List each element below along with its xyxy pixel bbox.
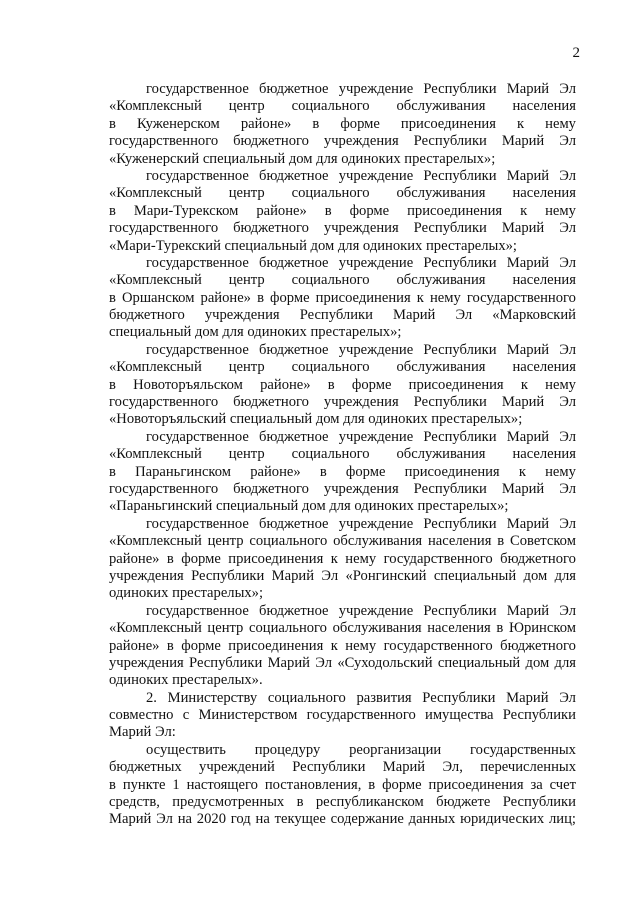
paragraph-item-2 [109,690,576,742]
text-line: в Новоторъяльском районе» в форме присоединения к нему [109,376,576,393]
text-line: совместно с Министерством государственного имущества Республики [109,707,576,724]
text-line: одиноких престарелых». [109,672,263,689]
text-line: «Мари-Турекский специальный дом для одиноких престарелых»; [109,237,517,254]
text-line: государственного бюджетного учреждения Республики Марий Эл [109,220,576,237]
text-line: бюджетного учреждения Республики Марий Эл «Марковский [109,307,576,324]
text-line: государственное бюджетное учреждение Республики Марий Эл [146,167,576,184]
text-line: «Комплексный центр социального обслуживания населения [109,185,576,202]
text-line: районе» в форме присоединения к нему государственного бюджетного [109,550,576,567]
paragraph-reorganization [109,742,576,829]
text-line: в Параньгинском районе» в форме присоединения к нему [109,463,576,480]
text-line: в Куженерском районе» в форме присоединения к нему [109,115,576,132]
text-line: 2. Министерству социального развития Республики Марий Эл [146,689,576,706]
text-line: в Мари-Турекском районе» в форме присоединения к нему [109,202,576,219]
text-line: «Комплексный центр социального обслуживания населения в Юринском [109,620,576,637]
paragraph-mari-turek [109,168,576,255]
text-line: «Комплексный центр социального обслуживания населения [109,98,576,115]
text-line: одиноких престарелых»; [109,585,264,602]
text-line: «Комплексный центр социального обслуживания населения [109,446,576,463]
text-line: «Комплексный центр социального обслуживания населения в Советском [109,533,576,550]
paragraph-novotoryal [109,342,576,429]
text-line: средств, предусмотренных в республиканском бюджете Республики [109,794,576,811]
text-line: государственное бюджетное учреждение Республики Марий Эл [146,602,576,619]
text-line: осуществить процедуру реорганизации государственных [146,741,576,758]
text-line: в пункте 1 настоящего постановления, в форме присоединения за счет [109,776,576,793]
text-line: «Куженерский специальный дом для одиноких престарелых»; [109,150,496,167]
text-line: «Комплексный центр социального обслуживания населения [109,272,576,289]
page-number: 2 [572,45,580,61]
paragraph-paranga [109,429,576,516]
text-line: Марий Эл на 2020 год на текущее содержание данных юридических лиц; [109,811,576,828]
text-line: государственного бюджетного учреждения Республики Марий Эл [109,480,576,497]
text-line: «Комплексный центр социального обслуживания населения [109,359,576,376]
paragraph-sovetsky [109,516,576,603]
text-line: учреждения Республики Марий Эл «Суходольский специальный дом для [109,654,576,671]
paragraph-kuzhener [109,81,576,168]
text-line: учреждения Республики Марий Эл «Ронгинский специальный дом для [109,567,576,584]
text-line: бюджетных учреждений Республики Марий Эл, перечисленных [109,759,576,776]
text-line: «Параньгинский специальный дом для одиноких престарелых»; [109,498,509,515]
document-body [109,81,576,829]
text-line: государственное бюджетное учреждение Республики Марий Эл [146,81,576,97]
paragraph-orsha [109,255,576,342]
text-line: государственное бюджетное учреждение Республики Марий Эл [146,341,576,358]
text-line: Марий Эл: [109,724,176,741]
text-line: районе» в форме присоединения к нему государственного бюджетного [109,637,576,654]
text-line: специальный дом для одиноких престарелых»; [109,324,402,341]
text-line: государственного бюджетного учреждения Республики Марий Эл [109,394,576,411]
text-line: государственное бюджетное учреждение Республики Марий Эл [146,515,576,532]
text-line: «Новоторъяльский специальный дом для одиноких престарелых»; [109,411,523,428]
text-line: государственного бюджетного учреждения Республики Марий Эл [109,133,576,150]
text-line: в Оршанском районе» в форме присоединения к нему государственного [109,289,576,306]
text-line: государственное бюджетное учреждение Республики Марий Эл [146,254,576,271]
text-line: государственное бюджетное учреждение Республики Марий Эл [146,428,576,445]
paragraph-yurino [109,603,576,690]
